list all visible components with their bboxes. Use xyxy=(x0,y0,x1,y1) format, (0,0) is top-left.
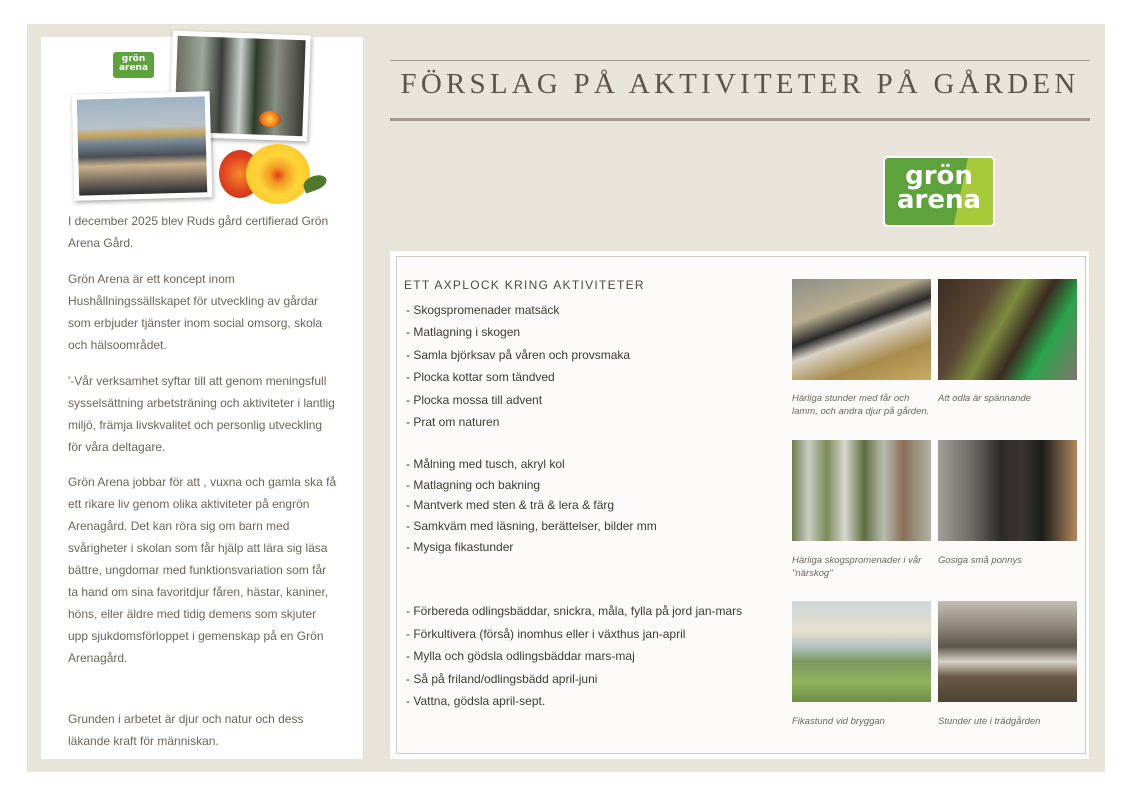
activity-item: - Samla björksav på våren och provsmaka xyxy=(406,348,631,362)
activity-item: - Förkultivera (förså) inomhus eller i växthus jan-april xyxy=(406,627,686,641)
activity-item: - Plocka mossa till advent xyxy=(406,393,543,407)
intro-paragraph-3: '-Vår verksamhet syftar till att genom meningsfull sysselsättning arbetsträning och aktiviteter i lantlig miljö, främja livskvalitet och personlig utveckling för våra deltagare. xyxy=(68,374,335,454)
intro-paragraph-5: Grunden i arbetet är djur och natur och dess läkande kraft för människan. xyxy=(68,712,304,748)
yellow-flower-image xyxy=(246,144,310,204)
activity-item: - Samkväm med läsning, berättelser, bilder mm xyxy=(406,519,657,533)
intro-paragraph-1: I december 2025 blev Ruds gård certifierad Grön Arena Gård. xyxy=(68,214,329,250)
activity-item: - Skogspromenader matsäck xyxy=(406,303,560,317)
logo-small-word-2: arena xyxy=(118,63,149,73)
photo-caption: Härliga skogspromenader i vår "närskog" xyxy=(792,555,922,579)
photo-forest xyxy=(792,440,931,541)
photo-caption: Gosiga små ponnys xyxy=(938,555,1022,566)
photo-dock xyxy=(792,601,931,702)
photo-seedlings xyxy=(938,279,1077,380)
activity-item: - Mysiga fikastunder xyxy=(406,540,514,554)
photo-garden xyxy=(938,601,1077,702)
logo-small-word-1: grön xyxy=(121,54,146,64)
activity-item: - Plocka kottar som tändved xyxy=(406,370,555,384)
activities-title: ETT AXPLOCK KRING AKTIVITETER xyxy=(404,278,645,292)
heading-rule-top xyxy=(390,60,1090,61)
intro-column xyxy=(41,37,363,759)
activity-item: - Matlagning och bakning xyxy=(406,478,541,492)
photo-caption: Fikastund vid bryggan xyxy=(792,716,885,727)
page-title: FÖRSLAG PÅ AKTIVITETER PÅ GÅRDEN xyxy=(400,68,1080,100)
activity-item: - Matlagning i skogen xyxy=(406,325,521,339)
photo-caption: Stunder ute i trädgården xyxy=(938,716,1041,727)
photo-couple-by-lake xyxy=(72,91,213,201)
intro-paragraph-4: Grön Arena jobbar för att , vuxna och gamla ska få ett rikare liv genom olika aktiviteter på engrön Arenagård. Det kan röra sig om barn med svårigheter i skolan som får hjälp att lära sig läsa bättre, ungdomar med funktionsvariation som får ta hand om sina favoritdjur fåren, hästar, kaniner, höns, eller äldre med tidig demens som skjuter upp sjukdomsförloppet i gemenskap på en Grön Arenagård. xyxy=(68,475,337,665)
activity-item: - Förbereda odlingsbäddar, snickra, måla, fylla på jord jan-mars xyxy=(406,604,743,618)
gron-arena-logo-small xyxy=(113,52,154,78)
logo-word-1: grön xyxy=(905,161,973,191)
logo-word-2: arena xyxy=(896,185,982,215)
activity-item: - Målning med tusch, akryl kol xyxy=(406,457,565,471)
photo-caption: Att odla är spännande xyxy=(938,393,1031,404)
activity-item: - Prat om naturen xyxy=(406,415,500,429)
activity-item: - Så på friland/odlingsbädd april-juni xyxy=(406,672,598,686)
activity-item: - Mantverk med sten & trä & lera & färg xyxy=(406,498,615,512)
photo-lamb xyxy=(792,279,931,380)
intro-paragraph-2: Grön Arena är ett koncept inom Hushållningssällskapet för utveckling av gårdar som erbjuder tjänster inom social omsorg, skola och hälsoområdet. xyxy=(68,272,323,352)
heading-rule-bottom xyxy=(390,118,1090,121)
activity-item: - Mylla och gödsla odlingsbäddar mars-maj xyxy=(406,649,635,663)
gron-arena-logo xyxy=(885,158,993,225)
photo-pony xyxy=(938,440,1077,541)
photo-caption: Härliga stunder med får och lamm, och andra djur på gården. xyxy=(792,393,930,417)
activity-item: - Vattna, gödsla april-sept. xyxy=(406,694,546,708)
